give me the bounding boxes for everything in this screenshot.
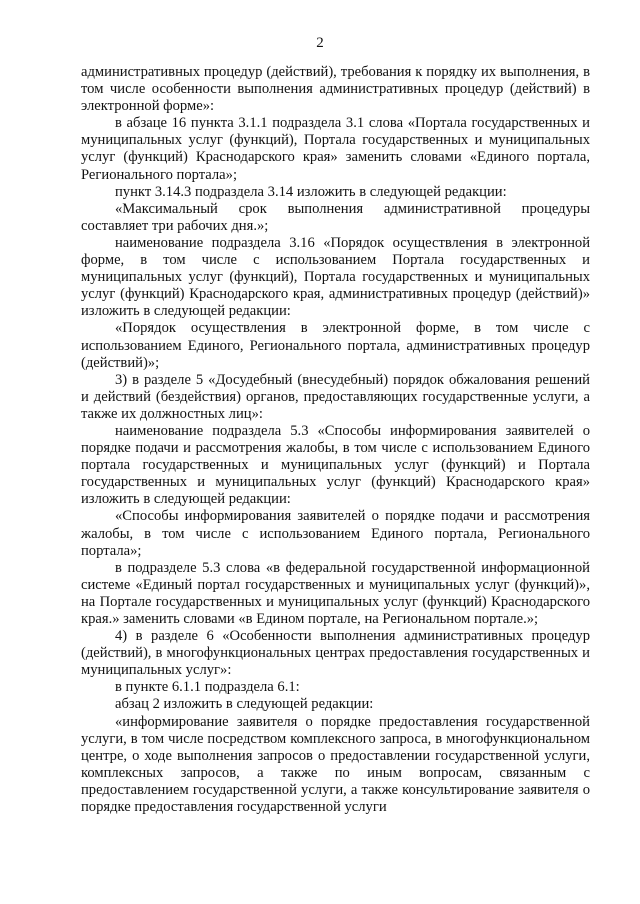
paragraph: «Способы информирования заявителей о порядке подачи и рассмотрения жалобы, в том числе с использованием Единого портала, Регионального портала»; <box>81 508 590 559</box>
document-body <box>81 64 590 816</box>
paragraph: 3) в разделе 5 «Досудебный (внесудебный) порядок обжалования решений и действий (бездействия) органов, предоставляющих государственные услуги, а также их должностных лиц»: <box>81 371 590 422</box>
paragraph: «информирование заявителя о порядке предоставления государственной услуги, в том числе посредством комплексного запроса, в многофункциональном центре, о ходе выполнения запросов о предоставлении государственной услуги, комплексных запросов, а также по иным вопросам, связанным с предоставлением государственной услуги, а также консультирование заявителя о порядке предоставления государственной услуги <box>81 713 590 816</box>
paragraph: пункт 3.14.3 подраздела 3.14 изложить в следующей редакции: <box>115 183 507 200</box>
paragraph: «Максимальный срок выполнения административной процедуры составляет три рабочих дня.»; <box>81 200 590 234</box>
paragraph: в пункте 6.1.1 подраздела 6.1: <box>115 679 300 696</box>
page-number: 2 <box>316 35 324 51</box>
paragraph: абзац 2 изложить в следующей редакции: <box>115 696 374 713</box>
paragraph: административных процедур (действий), требования к порядку их выполнения, в том числе особенности выполнения административных процедур (действий) в электронной форме»: <box>81 64 590 115</box>
paragraph: в абзаце 16 пункта 3.1.1 подраздела 3.1 слова «Портала государственных и муниципальных услуг (функций), Портала государственных и муниципальных услуг (функций) Краснодарского края» заменить словами «Единого портала, Регионального портала»; <box>81 115 590 183</box>
paragraph: наименование подраздела 5.3 «Способы информирования заявителей о порядке подачи и рассмотрения жалобы, в том числе с использованием Единого портала государственных и муниципальных услуг (функций) и Портала государственных и муниципальных услуг (функций) Краснодарского края» изложить в следующей редакции: <box>81 422 590 508</box>
paragraph: в подразделе 5.3 слова «в федеральной государственной информационной системе «Единый портал государственных и муниципальных услуг (функций)», на Портале государственных и муниципальных услуг (функций) Краснодарского края.» заменить словами «в Едином портале, на Региональном портале.»; <box>81 559 590 627</box>
paragraph: наименование подраздела 3.16 «Порядок осуществления в электронной форме, в том числе с использованием Портала государственных и муниципальных услуг (функций), Портала государственных и муниципальных услуг (функций) Краснодарского края, административных процедур (действий)» изложить в следующей редакции: <box>81 234 590 320</box>
paragraph: «Порядок осуществления в электронной форме, в том числе с использованием Единого, Регионального портала, административных процедур (действий)»; <box>81 320 590 371</box>
paragraph: 4) в разделе 6 «Особенности выполнения административных процедур (действий), в многофункциональных центрах предоставления государственных и муниципальных услуг»: <box>81 628 590 679</box>
